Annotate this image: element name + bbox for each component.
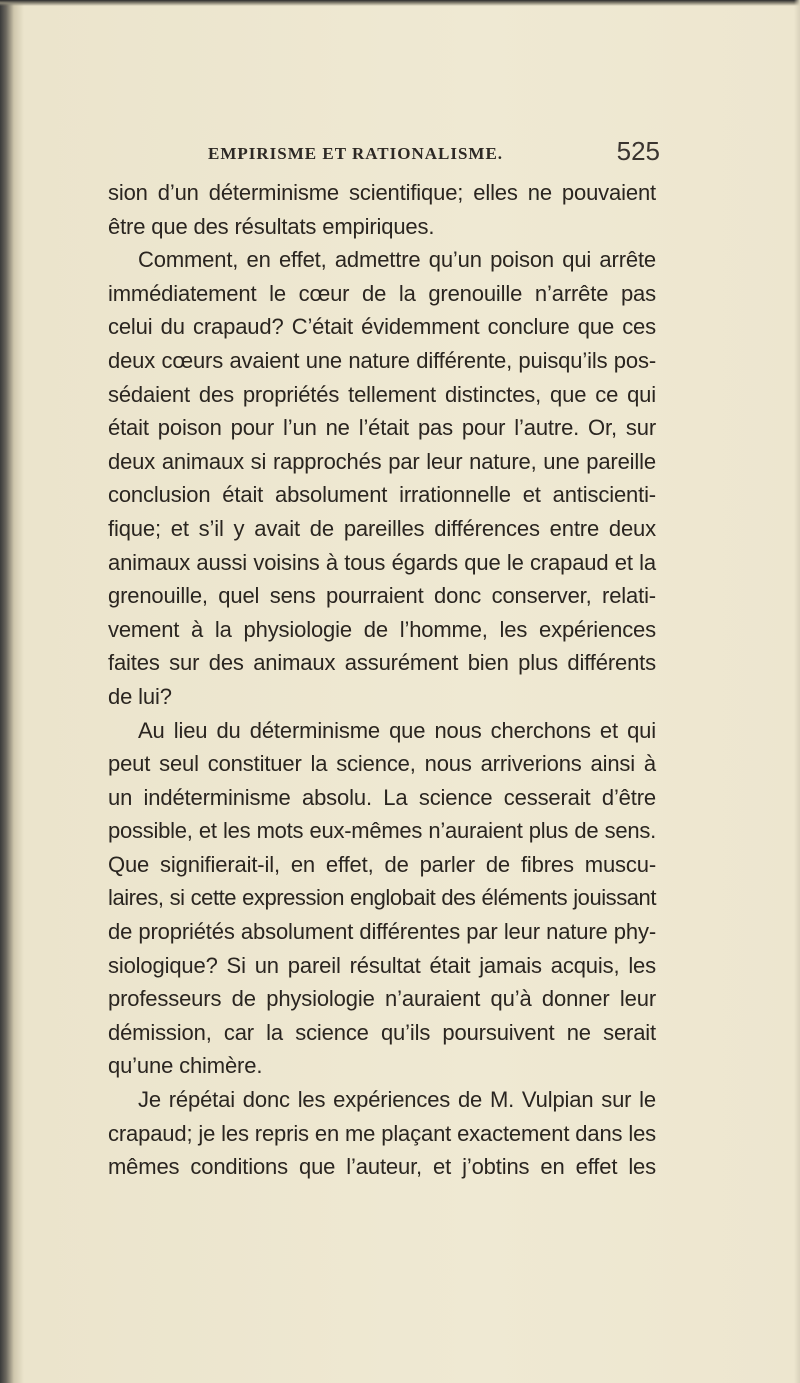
text-line: Au lieu du déterminisme que nous cherchons et qui <box>138 717 656 743</box>
page-number: 525 <box>616 136 660 166</box>
text-line: un indéterminisme absolu. La science cesserait d’être <box>108 784 656 810</box>
text-line: professeurs de physiologie n’auraient qu’à donner leur <box>108 986 656 1012</box>
text-line: deux cœurs avaient une nature différente, puisqu’ils pos- <box>108 347 656 373</box>
text-line: de propriétés absolument différentes par leur nature phy- <box>108 919 656 945</box>
text-line: peut seul constituer la science, nous arriverions ainsi à <box>108 751 656 777</box>
text-line: Je répétai donc les expériences de M. Vulpian sur le <box>138 1087 656 1113</box>
text-line: laires, si cette expression englobait des éléments jouissant <box>108 885 656 911</box>
text-line: qu’une chimère. <box>108 1053 263 1079</box>
text-line: sion d’un déterminisme scientifique; elles ne pouvaient <box>108 180 656 205</box>
text-line: sédaient des propriétés tellement distinctes, que ce qui <box>108 381 656 407</box>
text-line: possible, et les mots eux-mêmes n’auraient plus de sens. <box>108 818 656 844</box>
text-line: deux animaux si rapprochés par leur nature, une pareille <box>108 448 656 474</box>
text-line: être que des résultats empiriques. <box>108 213 435 239</box>
text-line: Comment, en effet, admettre qu’un poison qui arrête <box>138 247 656 273</box>
text-line: était poison pour l’un ne l’était pas pour l’autre. Or, sur <box>108 415 656 441</box>
body-text <box>108 176 656 1184</box>
text-line: mêmes conditions que l’auteur, et j’obtins en effet les <box>108 1154 656 1180</box>
text-line: vement à la physiologie de l’homme, les expériences <box>108 616 656 642</box>
text-line: crapaud; je les repris en me plaçant exactement dans les <box>108 1120 657 1146</box>
text-line: de lui? <box>108 683 172 709</box>
page-header <box>208 136 660 172</box>
text-line: celui du crapaud? C’était évidemment conclure que ces <box>108 314 656 340</box>
text-line: conclusion était absolument irrationnelle et antiscienti- <box>108 482 656 508</box>
running-head: EMPIRISME ET RATIONALISME. <box>208 144 504 163</box>
page-right-edge <box>794 0 800 1383</box>
text-line: immédiatement le cœur de la grenouille n’arrête pas <box>108 280 656 306</box>
page-top-edge <box>0 0 800 6</box>
text-line: faites sur des animaux assurément bien plus différents <box>108 650 656 676</box>
text-line: grenouille, quel sens pourraient donc conserver, relati- <box>108 583 656 609</box>
text-line: démission, car la science qu’ils poursuivent ne serait <box>108 1019 656 1045</box>
text-line: animaux aussi voisins à tous égards que le crapaud et la <box>108 549 656 575</box>
text-line: Que signifierait-il, en effet, de parler de fibres muscu- <box>108 851 656 877</box>
text-line: siologique? Si un pareil résultat était jamais acquis, les <box>108 952 656 978</box>
text-line: fique; et s’il y avait de pareilles différences entre deux <box>108 515 656 541</box>
